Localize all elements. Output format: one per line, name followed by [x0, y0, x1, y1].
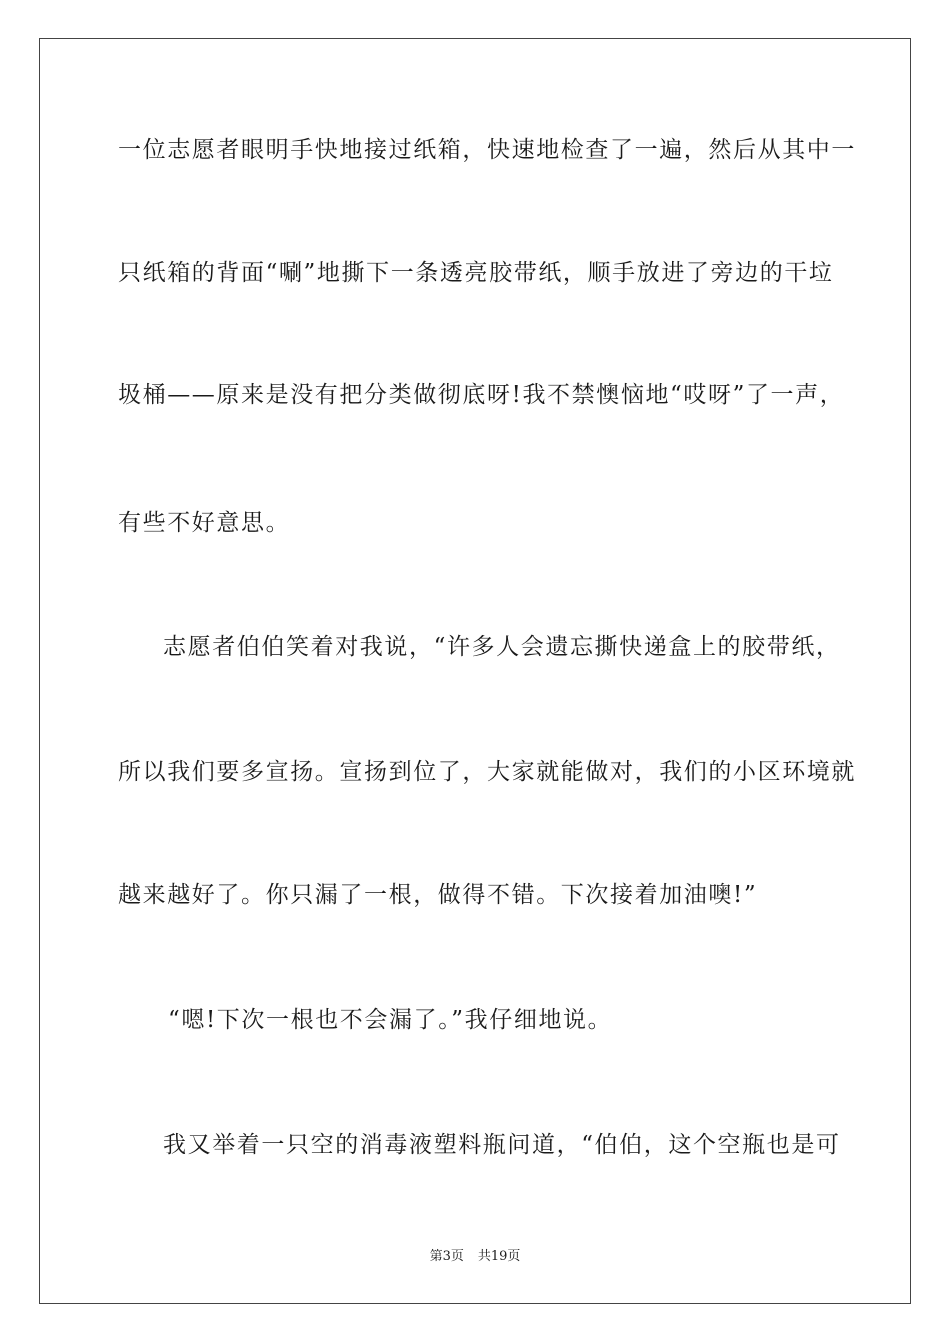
- paragraph-line: “嗯!下次一根也不会漏了。”我仔细地说。: [168, 1007, 613, 1033]
- paragraph-line: 有些不好意思。: [118, 510, 291, 536]
- page-border: [39, 38, 911, 1304]
- paragraph-line: 越来越好了。你只漏了一根，做得不错。下次接着加油噢!”: [118, 882, 758, 908]
- page-number: 第3页: [429, 1249, 464, 1264]
- paragraph-line: 一位志愿者眼明手快地接过纸箱，快速地检查了一遍，然后从其中一: [118, 137, 856, 163]
- paragraph-line: 所以我们要多宣扬。宣扬到位了，大家就能做对，我们的小区环境就: [118, 759, 856, 785]
- page-total: 共19页: [477, 1249, 521, 1264]
- page-footer: [0, 1248, 950, 1266]
- paragraph-line: 我又举着一只空的消毒液塑料瓶问道，“伯伯，这个空瓶也是可: [163, 1132, 841, 1158]
- paragraph-line: 圾桶——原来是没有把分类做彻底呀!我不禁懊恼地“哎呀”了一声，: [118, 382, 845, 408]
- paragraph-line: 只纸箱的背面“唰”地撕下一条透亮胶带纸，顺手放进了旁边的干垃: [118, 260, 834, 286]
- paragraph-line: 志愿者伯伯笑着对我说，“许多人会遗忘撕快递盒上的胶带纸，: [163, 634, 841, 660]
